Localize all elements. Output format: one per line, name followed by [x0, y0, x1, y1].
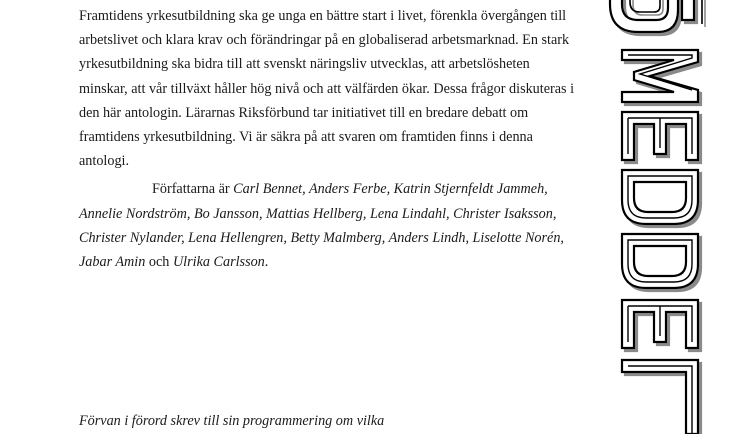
intro-paragraph: Framtidens yrkesutbildning ska ge unga en bättre start i livet, förenkla övergången till arbetslivet och klara krav och förändringar på en globaliserad arbetsmarknad. En stark yrkesutbildning ska bidra till att svenskt näringsliv utvecklas, att arbetslösheten minskar, att vår tillväxt håller hög nivå och att välfärden ökar. Dessa frågor diskuteras i den här antologin. Lärarnas Riksförbund tar initiativet till en bredare debatt om framtidens yrkesutbildning. Vi är säkra på att svaren om framtiden finns i denna antologi. — [79, 8, 575, 170]
title-letter-d-2 — [622, 234, 698, 288]
authors-last: Ulrika Carlsson — [172, 254, 265, 271]
vertical-title-graphic — [612, 0, 708, 434]
title-letter-e — [622, 112, 698, 160]
vertical-title — [612, 0, 708, 434]
title-letter-l — [622, 360, 698, 434]
text-column — [79, 4, 579, 274]
authors-list: Carl Bennet, Anders Ferbe, Katrin Stjernfeldt Jammeh, Annelie Nordström, Bo Jansson, Mattias Hellberg, Lena Lindahl, Christer Isaksson, Christer Nylander, Lena Hellengren, Betty Malmberg, Anders Lindh, Liselotte Norén, Jabar Amin — [79, 181, 564, 271]
authors-intro: Författarna är — [152, 181, 234, 198]
authors-paragraph — [79, 177, 579, 274]
title-letter-s — [610, 0, 702, 32]
title-letter-e-2 — [622, 300, 698, 348]
title-letter-d — [622, 170, 698, 224]
cut-off-paragraph: Förvan i förord skrev till sin programmering om vilka — [79, 413, 385, 429]
authors-conjunction: och — [145, 254, 173, 271]
title-letter-m — [622, 50, 698, 102]
authors-end: . — [264, 254, 269, 271]
